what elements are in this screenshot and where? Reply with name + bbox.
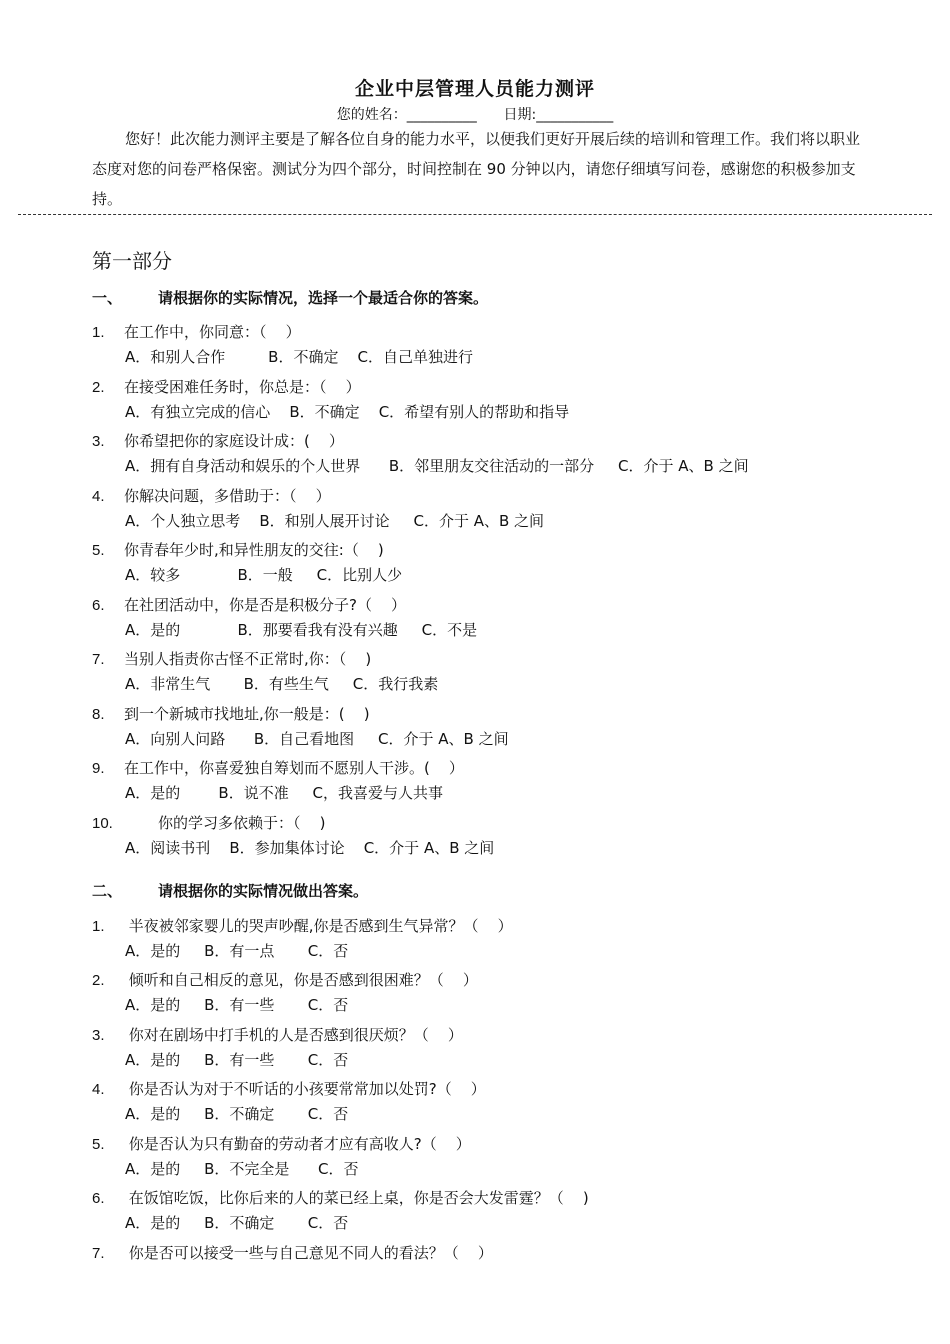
question-text: 在接受困难任务时，你总是：（ ） (124, 378, 361, 396)
question-number: 10. (92, 815, 113, 832)
section-two-title: 请根据你的实际情况做出答案。 (158, 882, 369, 900)
question-text: 倾听和自己相反的意见，你是否感到很困难？（ ） (124, 971, 478, 989)
question-item (92, 1186, 892, 1236)
question-options: A．个人独立思考 B．和别人展开讨论 C．介于 A、B 之间 (125, 512, 545, 530)
question-number: 5. (92, 542, 105, 559)
question-options: A．是的 B．说不准 C，我喜爱与人共事 (125, 784, 444, 802)
question-text: 在工作中，你同意：（ ） (124, 323, 301, 341)
question-number: 3. (92, 433, 105, 450)
question-options: A．是的 B．那要看我有没有兴趣 C．不是 (125, 621, 478, 639)
section-one-title: 请根据你的实际情况，选择一个最适合你的答案。 (158, 289, 489, 307)
question-options: A．阅读书刊 B．参加集体讨论 C．介于 A、B 之间 (125, 839, 495, 857)
question-options: A．向别人问路 B．自己看地图 C．介于 A、B 之间 (125, 730, 509, 748)
question-item (92, 914, 892, 964)
question-options: A．和别人合作 B．不确定 C．自己单独进行 (125, 348, 474, 366)
question-text: 你对在剧场中打手机的人是否感到很厌烦？（ ） (124, 1026, 463, 1044)
question-text: 你是否认为对于不听话的小孩要常常加以处罚?（ ） (124, 1080, 486, 1098)
question-options: A．是的 B．有一些 C．否 (125, 996, 349, 1014)
question-item (92, 375, 892, 425)
intro-paragraph: 您好！此次能力测评主要是了解各位自身的能力水平，以便我们更好开展后续的培训和管理工作。我们将以职业态度对您的问卷严格保密。测试分为四个部分，时间控制在 90 分钟以内，请您仔细填写问卷，感谢您的积极参加支持。 (92, 130, 861, 208)
question-options: A．是的 B．有一点 C．否 (125, 942, 349, 960)
question-item (92, 1241, 892, 1266)
question-number: 7. (92, 651, 105, 668)
question-options: A．是的 B．不确定 C．否 (125, 1105, 349, 1123)
question-text: 你青春年少时,和异性朋友的交往:（ ) (124, 541, 384, 559)
question-options: A．是的 B．不完全是 C．否 (125, 1160, 359, 1178)
question-options: A．是的 B．不确定 C．否 (125, 1214, 349, 1232)
question-options: A．非常生气 B．有些生气 C．我行我素 (125, 675, 439, 693)
dashed-divider (18, 214, 932, 215)
question-number: 5. (92, 1136, 105, 1153)
question-item (92, 538, 892, 588)
question-text: 你的学习多依赖于：（ ) (158, 814, 326, 832)
question-item (92, 484, 892, 534)
question-number: 6. (92, 597, 105, 614)
question-item (92, 968, 892, 1018)
question-text: 在工作中，你喜爱独自筹划而不愿别人干涉。( ） (124, 759, 464, 777)
question-options: A．拥有自身活动和娱乐的个人世界 B．邻里朋友交往活动的一部分 C．介于 A、B 之间 (125, 457, 749, 475)
question-number: 2. (92, 972, 105, 989)
question-number: 7. (92, 1245, 105, 1262)
question-item (92, 647, 892, 697)
question-number: 1. (92, 918, 105, 935)
question-number: 6. (92, 1190, 105, 1207)
question-item (92, 1132, 892, 1182)
document-title: 企业中层管理人员能力测评 (354, 78, 595, 100)
question-item (92, 756, 892, 806)
question-item (92, 320, 892, 370)
name-date-line (0, 104, 950, 124)
question-item (92, 429, 892, 479)
question-number: 2. (92, 379, 105, 396)
question-number: 4. (92, 488, 105, 505)
question-text: 你解决问题，多借助于：（ ） (124, 487, 331, 505)
section-one-number: 一、 (92, 289, 123, 307)
question-number: 8. (92, 706, 105, 723)
question-text: 你是否认为只有勤奋的劳动者才应有高收人?（ ） (124, 1135, 471, 1153)
question-options: A．较多 B．一般 C．比别人少 (125, 566, 403, 584)
question-number: 3. (92, 1027, 105, 1044)
question-item (92, 811, 892, 861)
part-one-heading: 第一部分 (92, 249, 172, 273)
question-item (92, 1077, 892, 1127)
question-text: 到一个新城市找地址,你一般是：( ) (124, 705, 370, 723)
question-item (92, 702, 892, 752)
question-number: 4. (92, 1081, 105, 1098)
question-item (92, 1023, 892, 1073)
question-options: A．有独立完成的信心 B．不确定 C．希望有别人的帮助和指导 (125, 403, 570, 421)
name-date-text: 您的姓名：__________ 日期:___________ (336, 107, 614, 123)
question-text: 你是否可以接受一些与自己意见不同人的看法？（ ） (124, 1244, 493, 1262)
question-text: 你希望把你的家庭设计成：( ） (124, 432, 344, 450)
question-text: 当别人指责你古怪不正常时,你：（ ) (124, 650, 372, 668)
question-number: 9. (92, 760, 105, 777)
section-one-heading (92, 287, 488, 308)
question-text: 在饭馆吃饭，比你后来的人的菜已经上桌，你是否会大发雷霆？（ ) (124, 1189, 589, 1207)
question-item (92, 593, 892, 643)
question-number: 1. (92, 324, 105, 341)
section-two-heading (92, 880, 368, 901)
section-two-number: 二、 (92, 882, 123, 900)
question-options: A．是的 B．有一些 C．否 (125, 1051, 349, 1069)
question-text: 半夜被邻家婴儿的哭声吵醒,你是否感到生气异常？（ ） (124, 917, 513, 935)
question-text: 在社团活动中，你是否是积极分子?（ ） (124, 596, 407, 614)
